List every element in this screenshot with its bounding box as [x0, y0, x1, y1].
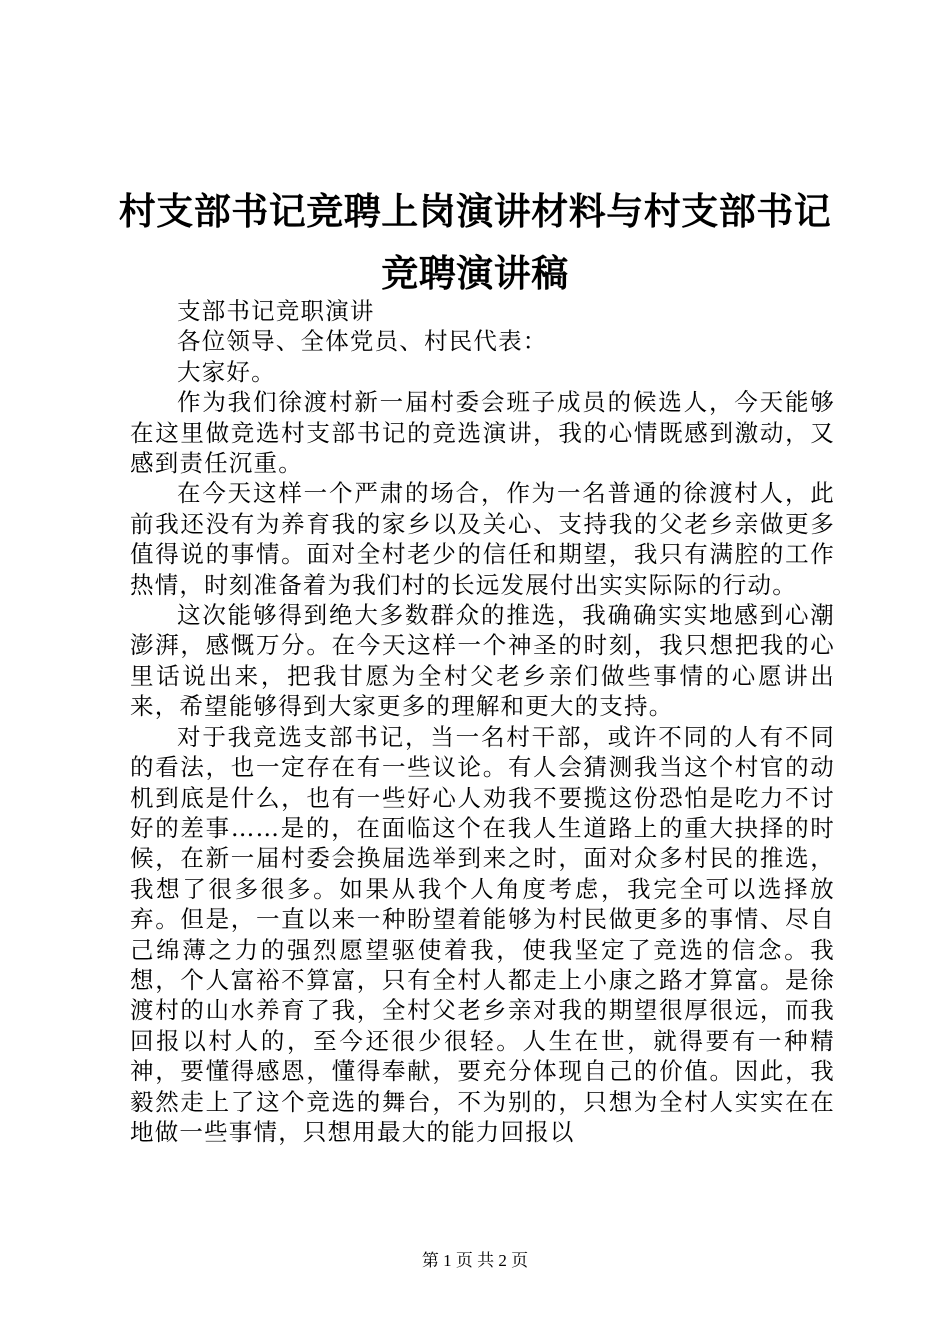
- document-body: [130, 296, 835, 1147]
- page-footer: 第 1 页 共 2 页: [421, 1251, 529, 1270]
- paragraph-salutation: 各位领导、全体党员、村民代表：: [177, 327, 548, 356]
- document-title: 村支部书记竞聘上岗演讲材料与村支部书记竞聘演讲稿: [118, 189, 832, 295]
- paragraph: 作为我们徐渡村新一届村委会班子成员的候选人，今天能够在这里做竞选村支部书记的竞选演讲，我的心情既感到激动，又感到责任沉重。: [130, 388, 835, 478]
- paragraph-greeting: 大家好。: [177, 357, 276, 386]
- paragraph: 对于我竞选支部书记，当一名村干部，或许不同的人有不同的看法，也一定存在有一些议论。有人会猜测我当这个村官的动机到底是什么，也有一些好心人劝我不要揽这份恐怕是吃力不讨好的差事……是的，在面临这个在我人生道路上的重大抉择的时候，在新一届村委会换届选举到来之时，面对众多村民的推选，我想了很多很多。如果从我个人角度考虑，我完全可以选择放弃。但是，一直以来一种盼望着能够为村民做更多的事情、尽自己绵薄之力的强烈愿望驱使着我，使我坚定了竞选的信念。我想，个人富裕不算富，只有全村人都走上小康之路才算富。是徐渡村的山水养育了我，全村父老乡亲对我的期望很厚很远，而我回报以村人的，至今还很少很轻。人生在世，就得要有一种精神，要懂得感恩，懂得奉献，要充分体现自己的价值。因此，我毅然走上了这个竞选的舞台，不为别的，只想为全村人实实在在地做一些事情，只想用最大的能力回报以: [130, 722, 835, 1146]
- paragraph-heading: 支部书记竞职演讲: [177, 297, 375, 325]
- paragraph: 这次能够得到绝大多数群众的推选，我确确实实地感到心潮澎湃，感慨万分。在今天这样一个神圣的时刻，我只想把我的心里话说出来，把我甘愿为全村父老乡亲们做些事情的心愿讲出来，希望能够得到大家更多的理解和更大的支持。: [130, 601, 835, 721]
- paragraph: 在今天这样一个严肃的场合，作为一名普通的徐渡村人，此前我还没有为养育我的家乡以及关心、支持我的父老乡亲做更多值得说的事情。面对全村老少的信任和期望，我只有满腔的工作热情，时刻准备着为我们村的长远发展付出实实际际的行动。: [130, 479, 835, 599]
